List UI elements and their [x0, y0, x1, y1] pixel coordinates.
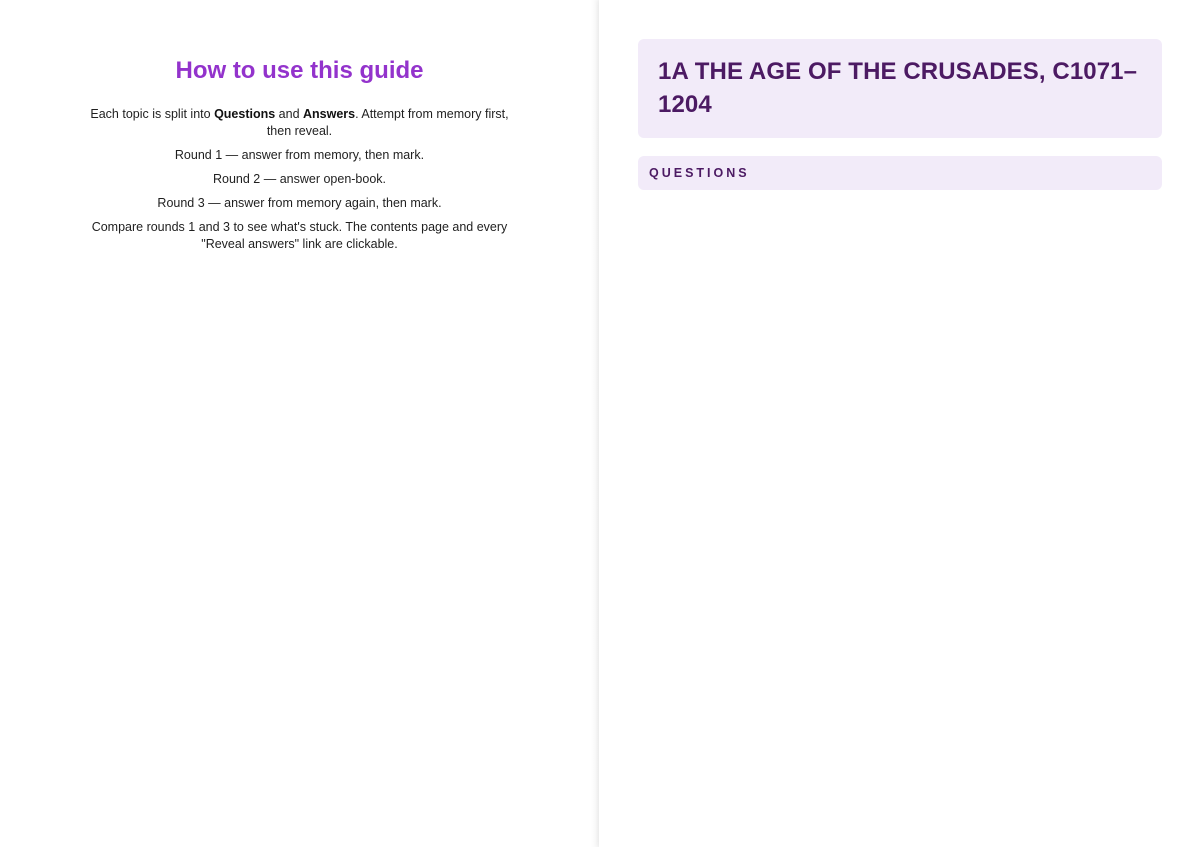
- intro-text-3: . Attempt from memory first, then reveal.: [266, 107, 509, 138]
- round-1-instruction: Round 1 — answer from memory, then mark.: [174, 148, 425, 162]
- intro-text-1: Each topic is split into: [90, 107, 215, 121]
- closing-paragraph: Compare rounds 1 and 3 to see what's stuck. The contents page and every "Reveal answers" link are clickable.: [91, 220, 508, 251]
- intro-text-2: and: [275, 107, 303, 121]
- guide-instructions: [85, 106, 515, 253]
- questions-section-label: QUESTIONS: [649, 166, 750, 180]
- guide-title: How to use this guide: [175, 57, 424, 84]
- topic-header: [638, 39, 1162, 138]
- topic-title: 1A THE AGE OF THE CRUSADES, C1071–1204: [658, 58, 1138, 118]
- topic-page: [599, 0, 1200, 847]
- round-2-instruction: Round 2 — answer open-book.: [212, 172, 387, 186]
- guide-page: [0, 0, 599, 847]
- intro-paragraph: [85, 106, 515, 140]
- questions-section-header: [638, 156, 1162, 190]
- intro-answers-term: Answers: [303, 107, 356, 121]
- intro-questions-term: Questions: [214, 107, 276, 121]
- round-3-instruction: Round 3 — answer from memory again, then mark.: [157, 196, 442, 210]
